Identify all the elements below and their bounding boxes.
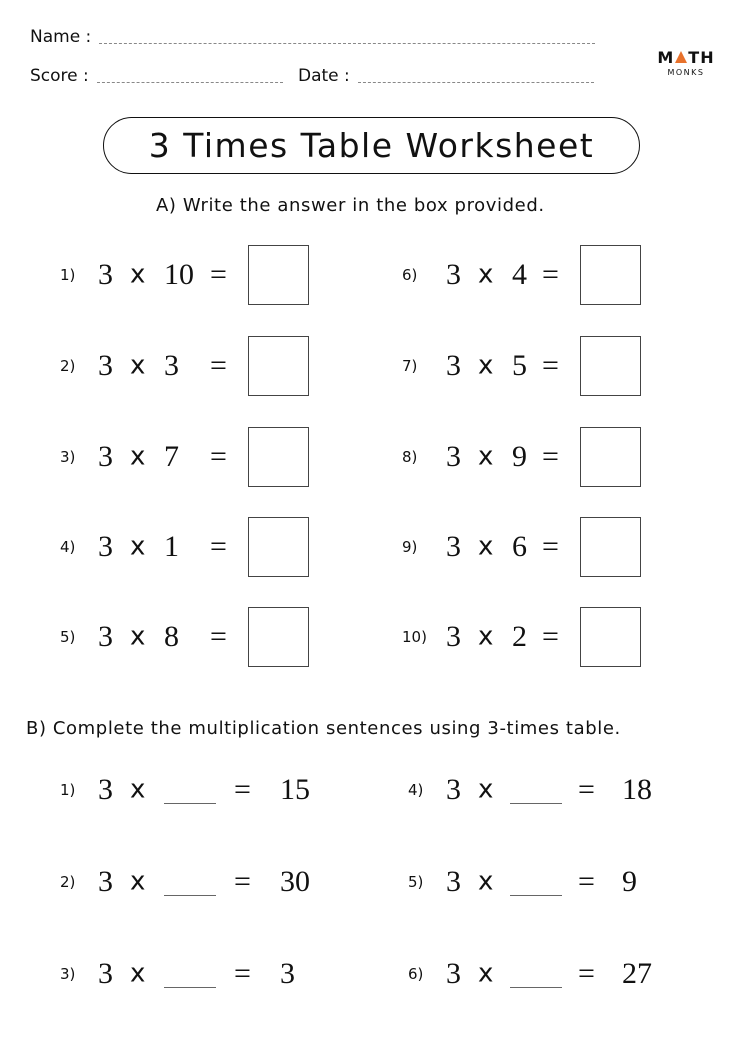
problem-number: 2) [60, 357, 76, 375]
logo-text-m: M [657, 48, 675, 67]
operand-a: 3 [446, 620, 461, 653]
equals-sign: = [578, 865, 595, 898]
score-input-line[interactable] [97, 82, 283, 83]
name-input-line[interactable] [99, 43, 595, 44]
operand-b: 4 [512, 258, 527, 291]
section-b-problem-2 [60, 852, 340, 912]
problem-number: 1) [60, 781, 76, 799]
problem-number: 6) [402, 266, 418, 284]
answer-box[interactable] [580, 336, 641, 396]
times-sign: x [478, 441, 494, 472]
times-sign: x [478, 866, 494, 897]
answer-blank[interactable] [510, 974, 562, 988]
equals-sign: = [210, 349, 227, 382]
problem-number: 9) [402, 538, 418, 556]
problem-number: 4) [60, 538, 76, 556]
operand-b: 8 [164, 620, 179, 653]
answer-box[interactable] [580, 427, 641, 487]
result: 15 [280, 773, 310, 806]
result: 27 [622, 957, 652, 990]
equals-sign: = [542, 440, 559, 473]
times-sign: x [130, 958, 146, 989]
answer-blank[interactable] [164, 790, 216, 804]
times-sign: x [130, 259, 146, 290]
date-label: Date : [298, 66, 350, 86]
name-label: Name : [30, 27, 92, 47]
times-sign: x [130, 866, 146, 897]
section-a-problem-7 [402, 336, 652, 396]
times-sign: x [478, 259, 494, 290]
answer-blank[interactable] [510, 790, 562, 804]
operand-b: 5 [512, 349, 527, 382]
section-a-problem-5 [60, 607, 320, 667]
worksheet-title: 3 Times Table Worksheet [148, 126, 595, 165]
answer-box[interactable] [248, 607, 309, 667]
section-a-problem-9 [402, 517, 652, 577]
equals-sign: = [234, 957, 251, 990]
operand-a: 3 [446, 957, 461, 990]
section-a-problem-6 [402, 245, 652, 305]
times-sign: x [130, 441, 146, 472]
problem-number: 5) [60, 628, 76, 646]
operand-a: 3 [98, 349, 113, 382]
equals-sign: = [542, 530, 559, 563]
answer-box[interactable] [580, 245, 641, 305]
section-b-problem-4 [408, 760, 688, 820]
problem-number: 2) [60, 873, 76, 891]
operand-a: 3 [446, 530, 461, 563]
times-sign: x [478, 774, 494, 805]
equals-sign: = [542, 349, 559, 382]
answer-blank[interactable] [510, 882, 562, 896]
equals-sign: = [542, 258, 559, 291]
answer-box[interactable] [248, 427, 309, 487]
operand-b: 2 [512, 620, 527, 653]
times-sign: x [478, 621, 494, 652]
section-a-problem-10 [402, 607, 652, 667]
times-sign: x [478, 531, 494, 562]
date-field-row [298, 66, 594, 86]
section-b-problem-6 [408, 944, 688, 1004]
problem-number: 1) [60, 266, 76, 284]
section-b-problem-5 [408, 852, 688, 912]
section-a-problem-4 [60, 517, 320, 577]
problem-number: 3) [60, 965, 76, 983]
answer-box[interactable] [248, 245, 309, 305]
name-field-row [30, 27, 595, 47]
operand-b: 9 [512, 440, 527, 473]
operand-b: 6 [512, 530, 527, 563]
math-monks-logo [656, 50, 716, 77]
result: 3 [280, 957, 295, 990]
triangle-icon [675, 51, 687, 63]
problem-number: 5) [408, 873, 424, 891]
answer-box[interactable] [248, 517, 309, 577]
times-sign: x [130, 531, 146, 562]
times-sign: x [130, 621, 146, 652]
equals-sign: = [210, 530, 227, 563]
equals-sign: = [210, 440, 227, 473]
operand-a: 3 [446, 865, 461, 898]
answer-box[interactable] [580, 517, 641, 577]
times-sign: x [130, 350, 146, 381]
times-sign: x [478, 958, 494, 989]
result: 9 [622, 865, 637, 898]
operand-a: 3 [98, 530, 113, 563]
section-b-problem-3 [60, 944, 340, 1004]
section-a-problem-1 [60, 245, 320, 305]
answer-box[interactable] [248, 336, 309, 396]
section-b-problem-1 [60, 760, 340, 820]
operand-a: 3 [446, 773, 461, 806]
logo-text-th: TH [688, 48, 715, 67]
operand-a: 3 [98, 620, 113, 653]
operand-a: 3 [98, 865, 113, 898]
answer-blank[interactable] [164, 882, 216, 896]
operand-a: 3 [98, 258, 113, 291]
times-sign: x [478, 350, 494, 381]
operand-b: 10 [164, 258, 194, 291]
problem-number: 3) [60, 448, 76, 466]
operand-a: 3 [98, 957, 113, 990]
operand-a: 3 [446, 440, 461, 473]
date-input-line[interactable] [358, 82, 594, 83]
result: 30 [280, 865, 310, 898]
equals-sign: = [234, 865, 251, 898]
section-b-heading: B) Complete the multiplication sentences using 3-times table. [26, 718, 621, 739]
problem-number: 10) [402, 628, 427, 646]
section-a-problem-8 [402, 427, 652, 487]
operand-b: 3 [164, 349, 179, 382]
result: 18 [622, 773, 652, 806]
section-a-heading: A) Write the answer in the box provided. [156, 195, 545, 216]
title-banner [103, 117, 640, 174]
operand-b: 7 [164, 440, 179, 473]
equals-sign: = [578, 773, 595, 806]
problem-number: 8) [402, 448, 418, 466]
problem-number: 4) [408, 781, 424, 799]
equals-sign: = [210, 620, 227, 653]
problem-number: 6) [408, 965, 424, 983]
times-sign: x [130, 774, 146, 805]
logo-subtext: MONKS [667, 68, 705, 77]
logo-wordmark [656, 50, 716, 66]
operand-a: 3 [446, 349, 461, 382]
operand-a: 3 [446, 258, 461, 291]
operand-a: 3 [98, 773, 113, 806]
operand-b: 1 [164, 530, 179, 563]
equals-sign: = [234, 773, 251, 806]
equals-sign: = [578, 957, 595, 990]
equals-sign: = [210, 258, 227, 291]
section-a-problem-2 [60, 336, 320, 396]
answer-box[interactable] [580, 607, 641, 667]
section-a-problem-3 [60, 427, 320, 487]
operand-a: 3 [98, 440, 113, 473]
score-field-row [30, 66, 283, 86]
score-label: Score : [30, 66, 89, 86]
problem-number: 7) [402, 357, 418, 375]
equals-sign: = [542, 620, 559, 653]
answer-blank[interactable] [164, 974, 216, 988]
